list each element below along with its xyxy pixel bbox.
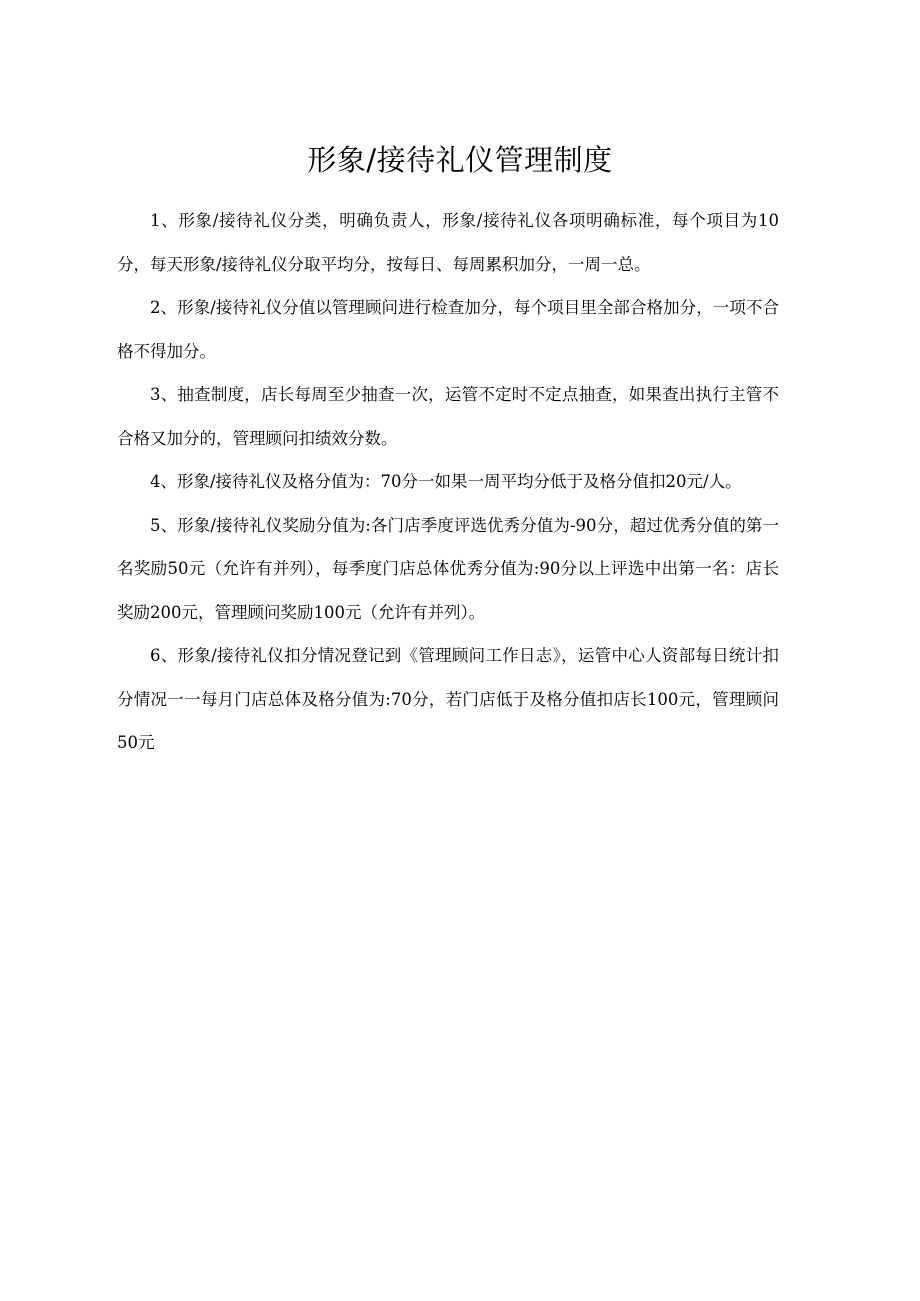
paragraph-5: 5、形象/接待礼仪奖励分值为:各门店季度评选优秀分值为-90分，超过优秀分值的第一名奖励50元（允许有并列），每季度门店总体优秀分值为:90分以上评选中出第一名：店长奖励200元，管理顾问奖励100元（允许有并列）。: [117, 515, 779, 622]
paragraph-4: 4、形象/接待礼仪及格分值为：70分一如果一周平均分低于及格分值扣20元/人。: [150, 472, 742, 491]
paragraph-6: 6、形象/接待礼仪扣分情况登记到《管理顾问工作日志》，运管中心人资部每日统计扣分情况一一每月门店总体及格分值为:70分，若门店低于及格分值扣店长100元，管理顾问50元: [117, 646, 779, 752]
paragraph-2: 2、形象/接待礼仪分值以管理顾问进行检查加分，每个项目里全部合格加分，一项不合格不得加分。: [117, 298, 779, 361]
document-title: 形象/接待礼仪管理制度: [307, 143, 613, 177]
paragraph-1: 1、形象/接待礼仪分类，明确负责人，形象/接待礼仪各项明确标准，每个项目为10分，每天形象/接待礼仪分取平均分，按每日、每周累积加分，一周一总。: [117, 211, 779, 274]
paragraph-3: 3、抽查制度，店长每周至少抽查一次，运管不定时不定点抽查，如果查出执行主管不合格又加分的，管理顾问扣绩效分数。: [117, 385, 779, 448]
document-body: [117, 199, 779, 765]
